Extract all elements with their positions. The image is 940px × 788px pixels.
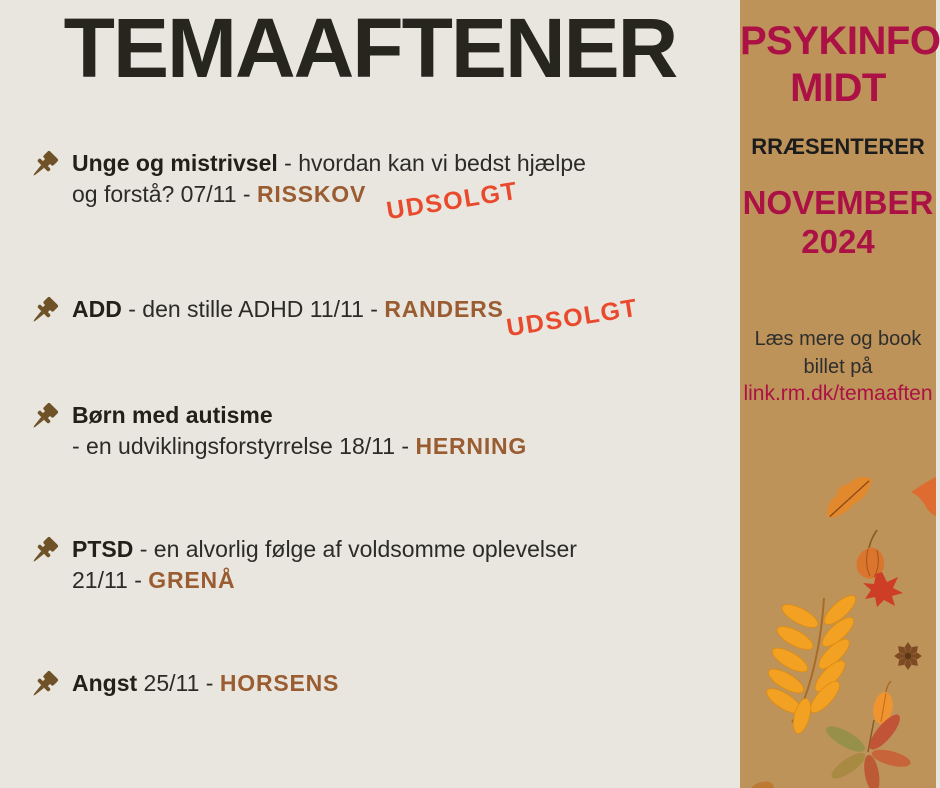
event-line1	[72, 400, 720, 431]
month-line1: NOVEMBER	[742, 184, 934, 221]
city-label: RANDERS	[384, 296, 504, 322]
event-title: Børn med autisme	[72, 402, 273, 428]
event-description: - en alvorlig følge af voldsomme oplevelser	[133, 536, 577, 562]
event-item-angst	[0, 668, 720, 699]
presents-label: RRÆSENTERER	[751, 134, 925, 159]
event-item-boern-med-autisme	[0, 400, 720, 462]
event-line1	[72, 668, 720, 699]
city-label: HORSENS	[219, 670, 340, 696]
star-anise-icon	[894, 642, 922, 670]
brand-line2: MIDT	[790, 66, 886, 110]
event-title: Angst	[72, 670, 138, 696]
event-title: PTSD	[72, 536, 134, 562]
event-title: ADD	[72, 296, 122, 322]
event-title: Unge og mistrivsel	[72, 150, 278, 176]
sidebar	[740, 0, 940, 788]
rowan-leaf-icon	[763, 591, 860, 735]
booking-line2: billet på	[803, 356, 873, 378]
event-item-add	[0, 293, 720, 343]
event-line2	[72, 431, 720, 462]
event-description: - den stille ADHD 11/11 -	[121, 296, 385, 322]
city-label: HERNING	[415, 433, 528, 459]
booking-link: link.rm.dk/temaaften	[743, 382, 933, 405]
month-line2: 2024	[801, 223, 875, 260]
booking-line1: Læs mere og book	[754, 328, 922, 350]
autumn-leaves-decoration	[740, 0, 940, 788]
pushpin-icon	[28, 535, 60, 567]
pushpin-icon	[28, 401, 60, 433]
pushpin-icon	[28, 149, 60, 181]
event-item-ptsd	[0, 534, 720, 596]
creeper-leaf-icon	[823, 710, 913, 788]
event-description: - en udviklingsforstyrrelse 18/11 -	[72, 433, 416, 459]
city-label: RISSKOV	[256, 181, 367, 207]
pushpin-icon	[28, 669, 60, 701]
event-date: og forstå? 07/11 -	[72, 181, 257, 207]
page-title: TEMAAFTENER	[63, 1, 677, 95]
event-line1	[72, 534, 720, 565]
brand-line1: PSYKINFO	[740, 19, 940, 63]
city-label: GRENÅ	[148, 567, 236, 593]
pushpin-icon	[28, 295, 60, 327]
oak-leaf-icon	[818, 469, 877, 522]
event-description: - hvordan kan vi bedst hjælpe	[277, 150, 586, 176]
edge-leaf-icon	[911, 477, 936, 516]
corner-leaf-icon	[749, 779, 776, 788]
event-line2	[72, 565, 720, 596]
soldout-badge: UDSOLGT	[384, 176, 521, 226]
event-item-unge-og-mistrivsel	[0, 148, 720, 226]
event-date: 21/11 -	[72, 567, 149, 593]
event-date: 25/11 -	[137, 670, 220, 696]
event-line1	[72, 148, 720, 179]
physalis-icon	[857, 530, 885, 578]
soldout-badge: UDSOLGT	[504, 293, 641, 343]
